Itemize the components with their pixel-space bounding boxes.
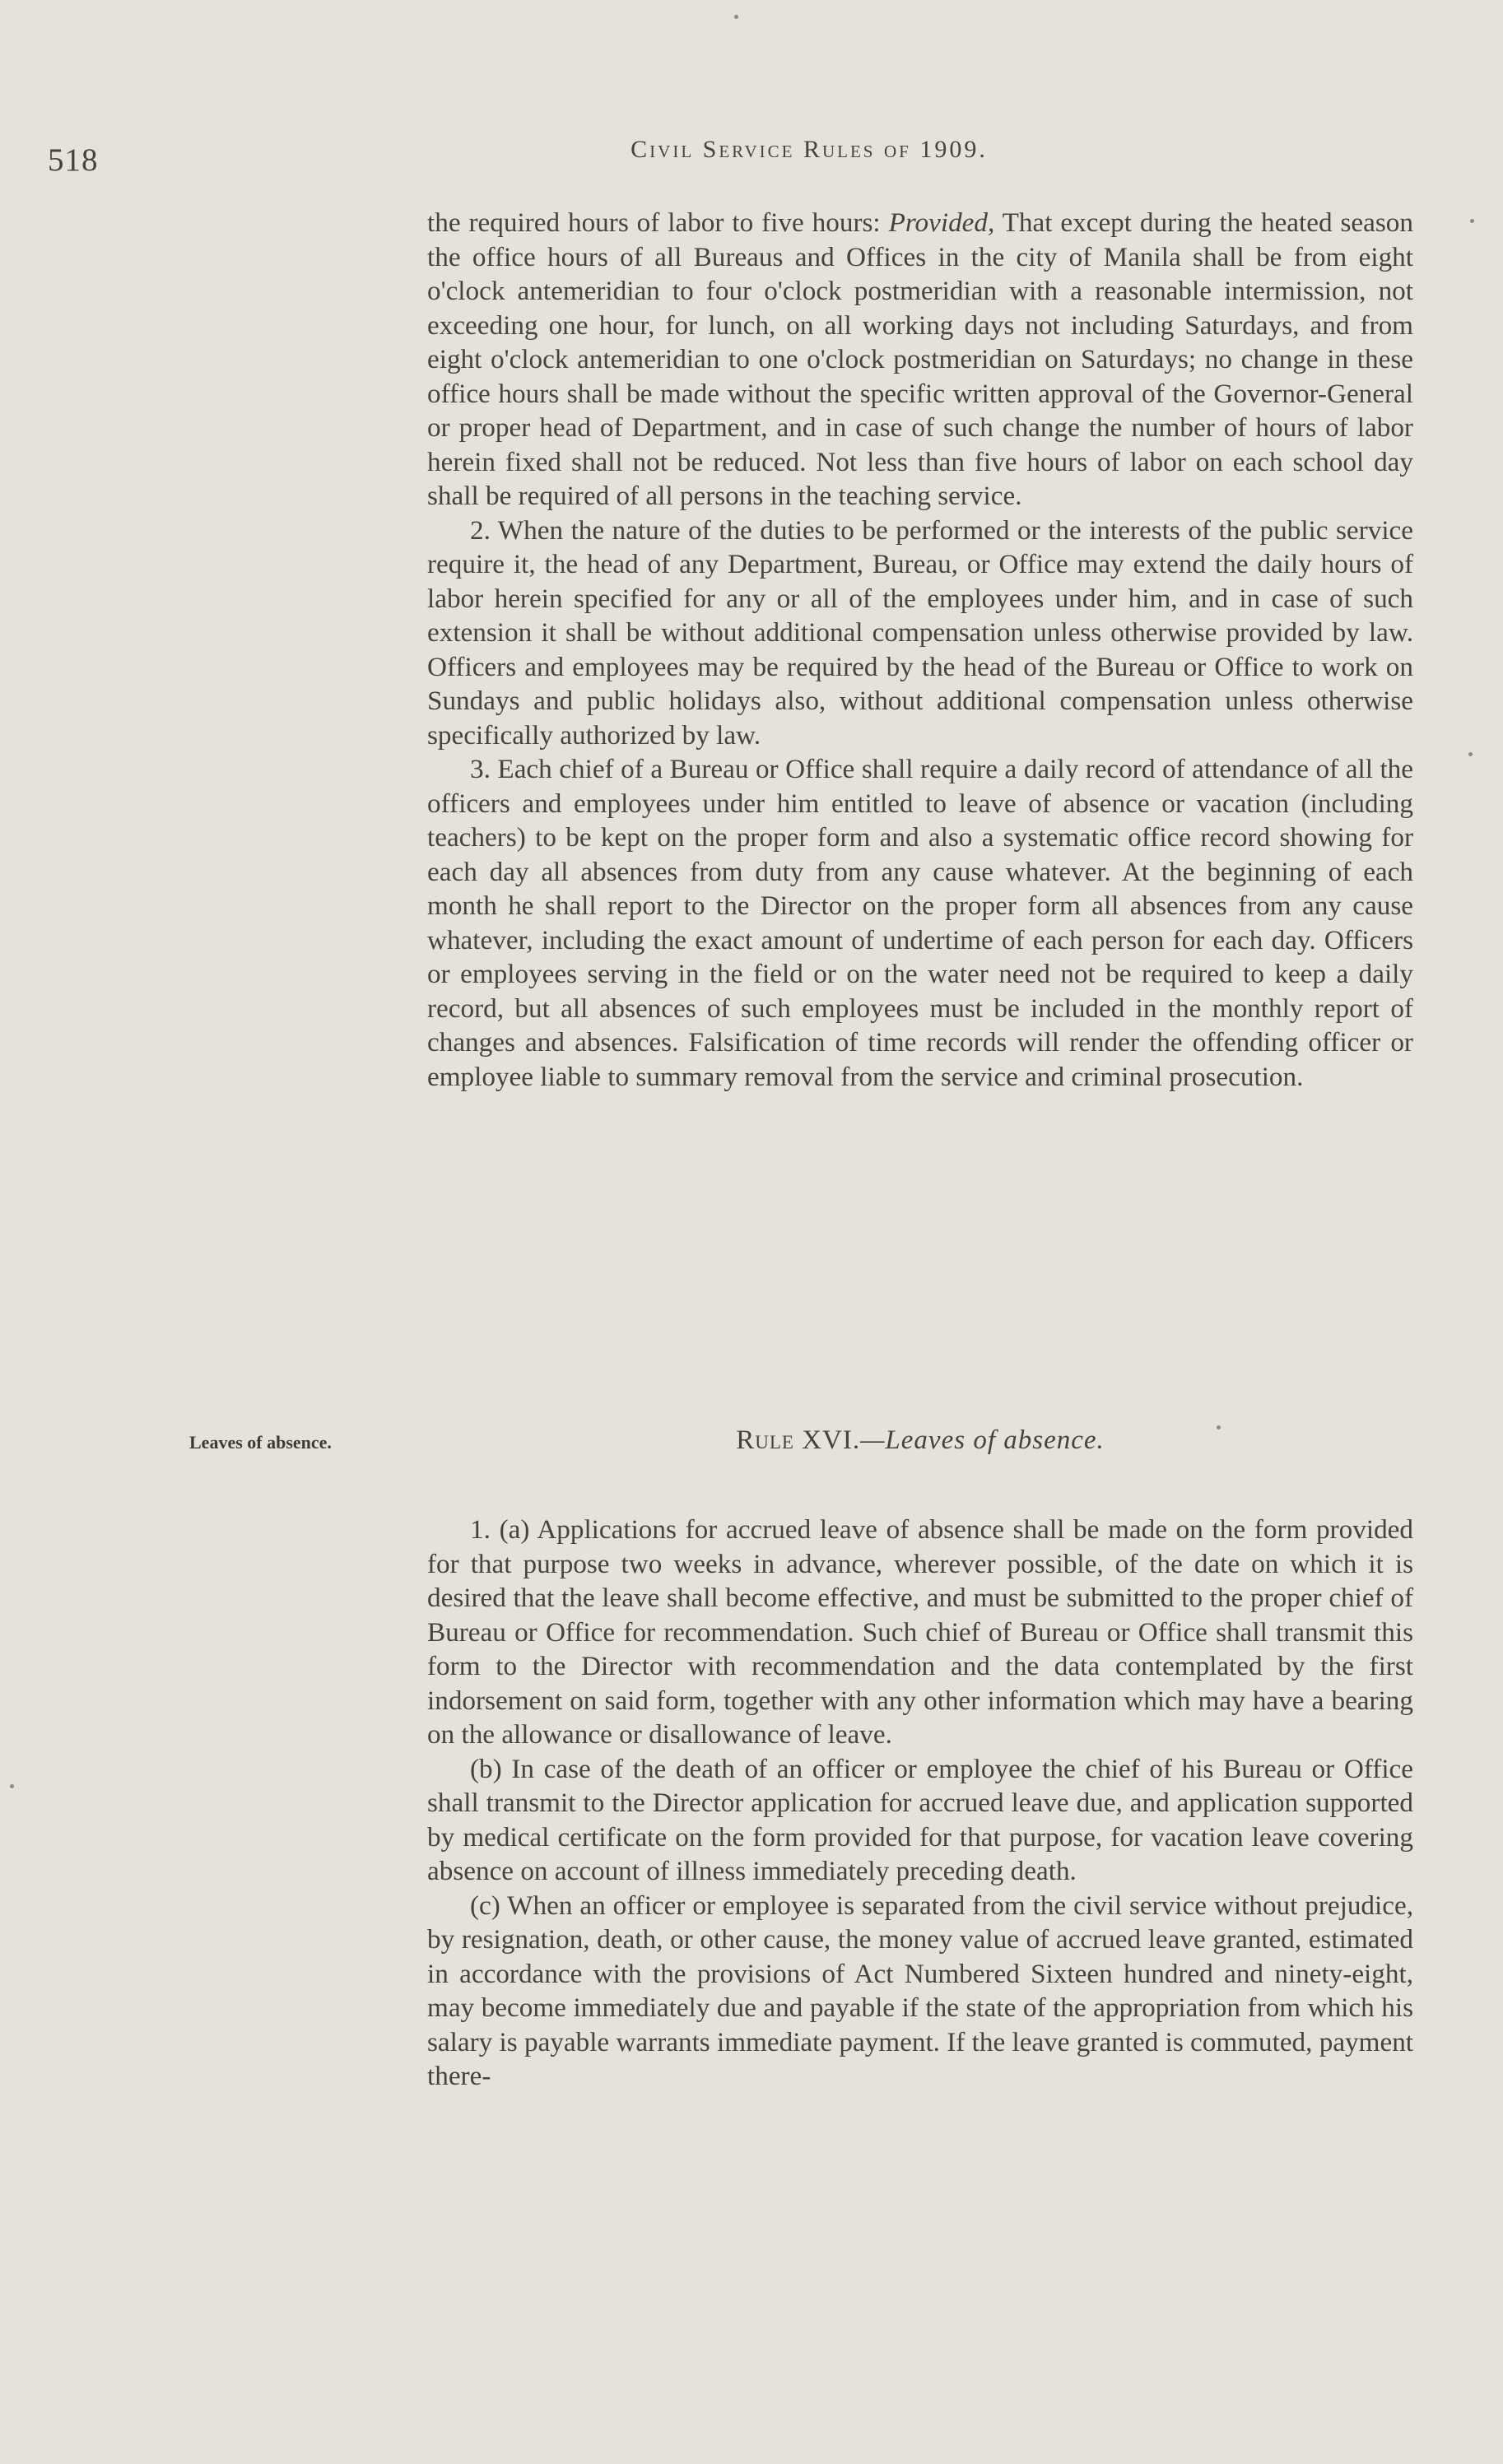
paragraph-1c-label: (c) [470,1890,500,1921]
paragraph-1c [427,1889,1413,2094]
margin-note-leaves-of-absence: Leaves of absence. [189,1432,332,1453]
rule-number: Rule XVI. [736,1425,861,1455]
paragraph-2: 2. When the nature of the duties to be performed or the interests of the public service require it, the head of any Department, Bureau, or Office may extend the daily hours of labor herein specified for any or all of the employees under him, and in case of such extension it shall be without additional compensation unless otherwise provided by law. Officers and employees may be required by the head of the Bureau or Office to work on Sundays and public holidays also, without additional compensation unless otherwise specifically authorized by law. [427,514,1413,751]
paragraph-1c-text: When an officer or employee is separated from the civil service without prejudice, by resignation, death, or other cause, the money value of accrued leave granted, estimated in accordance with the provisions of Act Numbered Sixteen hundred and ninety-eight, may become immediately due and payable if the state of the appropriation from which his salary is payable warrants immediate payment. If the leave granted is commuted, payment there- [427,1890,1414,2091]
page-number: 518 [48,142,99,178]
continuation-text-rest: That except during the heated season the office hours of all Bureaus and Offices in the city of Manila shall be from eight o'clock antemeridian to four o'clock postmeridian with a reasonable intermission, not exceeding one hour, for lunch, on all working days not including Saturdays, and from eight o'clock antemeridian to one o'clock postmeridian on Saturdays; no change in these office hours shall be made without the specific written approval of the Governor-General or proper head of Department, and in case of such change the number of hours of labor herein fixed shall not be reduced. Not less than five hours of labor on each school day shall be required of all persons in the teaching service. [427,207,1413,511]
continuation-text: the required hours of labor to five hours: [427,207,889,238]
paper-speck [10,1784,14,1788]
paragraph-1a [427,1513,1413,1752]
paragraph-1a-label: 1. (a) [470,1514,530,1545]
rule-heading [427,1425,1413,1456]
proviso-word: Provided, [888,207,995,238]
paper-speck [1217,1425,1221,1430]
running-head: Civil Service Rules of 1909. [631,136,988,163]
paragraph-1a-text: Applications for accrued leave of absence shall be made on the form provided for that purpose two weeks in advance, wherever possible, of the date on which it is desired that the leave shall become effective, and must be submitted to the proper chief of Bureau or Office for recommendation. Such chief of Bureau or Office shall transmit this form to the Director with recommendation and the data contemplated by the first indorsement on said form, together with any other information which may have a bearing on the allowance or disallowance of leave. [427,1514,1413,1750]
paragraph-1b-label: (b) [470,1753,502,1784]
paper-speck [1470,219,1474,223]
paper-speck [1468,752,1473,756]
paragraph-1b-text: In case of the death of an officer or employee the chief of his Bureau or Office shall transmit to the Director application for accrued leave due, and application supported by medical certificate on the form provided for that purpose, for vacation leave covering absence on account of illness immediately preceding death. [427,1753,1413,1886]
rule-title: —Leaves of absence. [860,1425,1105,1455]
paragraph-1-continuation [427,206,1413,514]
paper-speck [734,15,738,19]
rule-xv-continuation [427,206,1413,1094]
paragraph-3: 3. Each chief of a Bureau or Office shall require a daily record of attendance of all the officers and employees under him entitled to leave of absence or vacation (including teachers) to be kept on the proper form and also a systematic office record showing for each day all absences from duty from any cause whatever. At the beginning of each month he shall report to the Director on the proper form all absences from any cause whatever, including the exact amount of undertime of each person for each day. Officers or employees serving in the field or on the water need not be required to keep a daily record, but all absences of such employees must be included in the monthly report of changes and absences. Falsification of time records will render the offending officer or employee liable to summary removal from the service and criminal prosecution. [427,754,1413,1092]
paragraph-1b [427,1752,1413,1889]
rule-xvi-body [427,1513,1413,2094]
